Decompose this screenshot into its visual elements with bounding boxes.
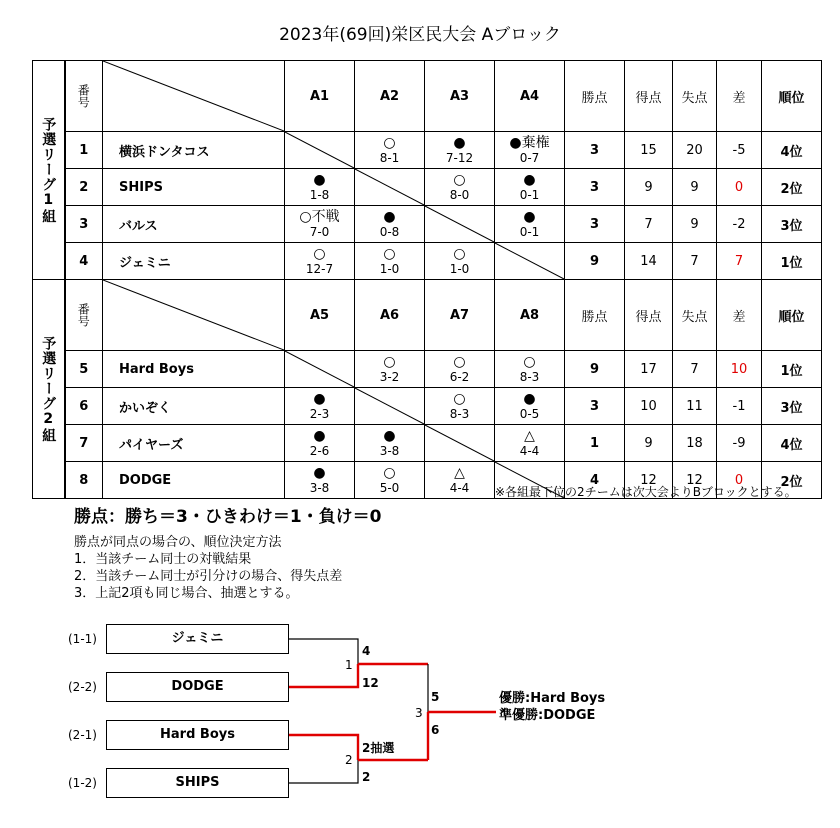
column-header: 差 [717,280,762,351]
points: 9 [565,243,625,280]
goals-against: 7 [673,243,717,280]
tiebreak-heading: 勝点が同点の場合の、順位決定方法 [74,535,282,550]
column-header: 順位 [762,61,822,132]
result-mark: ● [523,390,536,407]
match-score: 8-0 [449,187,470,202]
seed-label: (2-2) [68,680,97,694]
column-header: 得点 [625,280,673,351]
column-header: 差 [717,61,762,132]
rank: 3位 [762,206,822,243]
result-mark: ● [383,208,396,225]
result-mark: ○ [383,464,396,481]
result-mark: ● [313,390,326,407]
column-header: A5 [285,280,355,351]
team-number: 4 [65,243,103,280]
bracket-team: SHIPS [106,768,289,798]
team-name: DODGE [103,462,285,499]
goal-difference: 7 [717,243,762,280]
match-score: 5-0 [379,480,400,495]
match-score: 0-1 [519,224,540,239]
result-mark: ● [523,208,536,225]
goals-against: 9 [673,206,717,243]
runner-up: 準優勝:DODGE [499,708,596,723]
result-mark: ○不戦 [299,208,340,225]
round-label: 1 [345,658,353,672]
result-mark: ○ [453,245,466,262]
footnote: ※各組最下位の2チームは次大会よりBブロックとする。 [495,485,797,499]
team-number: 3 [65,206,103,243]
result-mark: ○ [453,353,466,370]
seed-label: (1-2) [68,776,97,790]
match-score: 3-8 [379,443,400,458]
goals-for: 14 [625,243,673,280]
result-mark: ○ [383,134,396,151]
goals-against: 20 [673,132,717,169]
result-mark: ○ [313,245,326,262]
goal-difference: 0 [717,462,762,499]
column-header: A4 [495,61,565,132]
goals-against: 7 [673,351,717,388]
match-score: 12-7 [305,261,334,276]
seed-label: (2-1) [68,728,97,742]
column-header: A2 [355,61,425,132]
goals-against: 9 [673,169,717,206]
bracket-score: 2抽選 [362,741,395,755]
round-label: 3 [415,706,423,720]
match-score: 7-12 [445,150,474,165]
column-header: 勝点 [565,280,625,351]
column-header: A1 [285,61,355,132]
points: 9 [565,351,625,388]
team-name: かいぞく [103,388,285,425]
bracket-score: 5 [431,690,440,704]
match-score: 1-0 [449,261,470,276]
result-mark: ●棄権 [509,134,550,151]
column-header: A6 [355,280,425,351]
match-score: 8-1 [379,150,400,165]
result-mark: ● [313,171,326,188]
column-header: A8 [495,280,565,351]
points: 3 [565,206,625,243]
column-header: 得点 [625,61,673,132]
bracket-team: Hard Boys [106,720,289,750]
goals-for: 12 [625,462,673,499]
result-mark: ○ [383,353,396,370]
result-mark: ○ [383,245,396,262]
goal-difference: 10 [717,351,762,388]
team-number: 8 [65,462,103,499]
result-mark: ○ [453,390,466,407]
league-label-text: 予選リーグ2組 [40,335,57,443]
match-score: 0-8 [379,224,400,239]
round-label: 2 [345,753,353,767]
champion: 優勝:Hard Boys [499,691,606,706]
rank: 1位 [762,351,822,388]
result-mark: △ [524,427,535,444]
match-score: 2-3 [309,406,330,421]
bracket-score: 6 [431,723,440,737]
team-name: バルス [103,206,285,243]
column-header: A3 [425,61,495,132]
match-score: 2-6 [309,443,330,458]
bracket-score: 12 [362,676,379,690]
result-mark: ● [453,134,466,151]
goals-for: 10 [625,388,673,425]
match-score: 4-4 [449,480,470,495]
team-number: 6 [65,388,103,425]
goal-difference: -2 [717,206,762,243]
team-name: ジェミニ [103,243,285,280]
match-score: 3-8 [309,480,330,495]
goals-against: 12 [673,462,717,499]
result-box [499,690,605,724]
goals-for: 9 [625,169,673,206]
rank: 4位 [762,132,822,169]
result-mark: ○ [453,171,466,188]
goals-for: 7 [625,206,673,243]
team-number: 7 [65,425,103,462]
team-number: 1 [65,132,103,169]
bracket-team: ジェミニ [106,624,289,654]
seed-label: (1-1) [68,632,97,646]
column-header: A7 [425,280,495,351]
bracket-score: 4 [362,644,371,658]
team-name: パイヤーズ [103,425,285,462]
goal-difference: -5 [717,132,762,169]
column-header: 失点 [673,61,717,132]
bracket-score: 2 [362,770,371,784]
points: 4 [565,462,625,499]
rank: 2位 [762,462,822,499]
result-mark: ● [523,171,536,188]
team-name: SHIPS [103,169,285,206]
column-header: 失点 [673,280,717,351]
result-mark: △ [454,464,465,481]
match-score: 0-1 [519,187,540,202]
result-mark: ● [313,427,326,444]
match-score: 7-0 [309,224,330,239]
points: 3 [565,169,625,206]
goal-difference: 0 [717,169,762,206]
page-title: 2023年(69回)栄区民大会 Aブロック [279,25,561,45]
match-score: 0-7 [519,150,540,165]
rank: 3位 [762,388,822,425]
result-mark: ● [313,464,326,481]
tiebreak-item: 1．当該チーム同士の対戦結果 [74,552,252,567]
rank: 2位 [762,169,822,206]
result-mark: ○ [523,353,536,370]
goal-difference: -9 [717,425,762,462]
result-mark: ● [383,427,396,444]
rank: 1位 [762,243,822,280]
bracket-team: DODGE [106,672,289,702]
points: 3 [565,388,625,425]
goals-for: 15 [625,132,673,169]
points: 3 [565,132,625,169]
match-score: 1-0 [379,261,400,276]
number-header-text: 番号 [76,84,91,108]
rank: 4位 [762,425,822,462]
goals-for: 9 [625,425,673,462]
match-score: 3-2 [379,369,400,384]
goals-against: 11 [673,388,717,425]
team-name: Hard Boys [103,351,285,388]
match-score: 8-3 [449,406,470,421]
match-score: 8-3 [519,369,540,384]
match-score: 1-8 [309,187,330,202]
goal-difference: -1 [717,388,762,425]
number-header-text: 番号 [76,303,91,327]
tiebreak-item: 2．当該チーム同士が引分けの場合、得失点差 [74,569,343,584]
match-score: 6-2 [449,369,470,384]
league-label-text: 予選リーグ1組 [40,116,57,224]
goals-for: 17 [625,351,673,388]
match-score: 4-4 [519,443,540,458]
column-header: 順位 [762,280,822,351]
team-name: 横浜ドンタコス [103,132,285,169]
points: 1 [565,425,625,462]
tiebreak-item: 3．上記2項も同じ場合、抽選とする。 [74,586,299,601]
team-number: 5 [65,351,103,388]
team-number: 2 [65,169,103,206]
points-rule: 勝点：勝ち＝3・ひきわけ＝1・負け＝0 [74,507,382,527]
match-score: 0-5 [519,406,540,421]
column-header: 勝点 [565,61,625,132]
goals-against: 18 [673,425,717,462]
